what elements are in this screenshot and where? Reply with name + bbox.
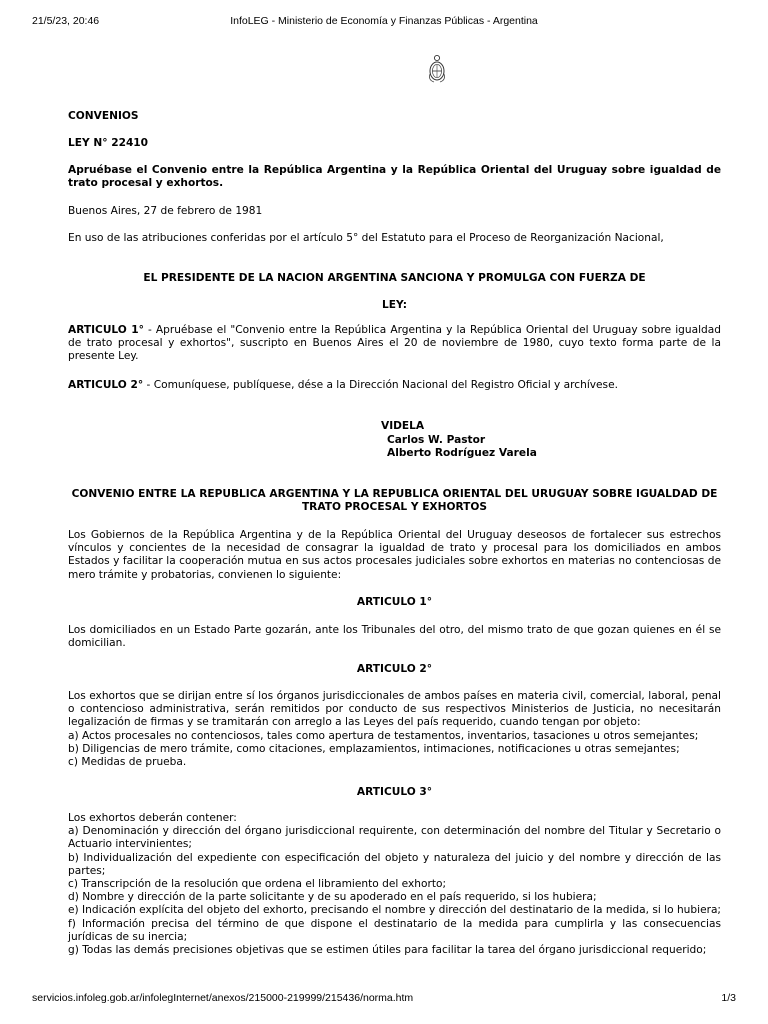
list-item: f) Información precisa del término de que dispone el destinatario de la medida para cumplirla y las consecuencias jurídicas de su inercia; [68,917,721,943]
convenio-article-2-heading: ARTICULO 2° [356,663,433,675]
list-item: c) Transcripción de la resolución que ordena el libramiento del exhorto; [68,878,447,891]
signature-minister: Carlos W. Pastor [387,433,486,446]
convenio-article-3-heading: ARTICULO 3° [356,786,433,798]
convenio-article-1-text: Los domiciliados en un Estado Parte gozarán, ante los Tribunales del otro, del mismo trato de que gozan quienes en él se domicilian. [68,624,721,650]
list-item: b) Diligencias de mero trámite, como citaciones, emplazamientos, intimaciones, notificaciones u otras semejantes; [68,742,680,755]
signature-president: VIDELA [381,420,425,432]
law-summary: Apruébase el Convenio entre la República Argentina y la República Oriental del Uruguay sobre igualdad de trato procesal y exhortos. [68,164,721,190]
list-item: c) Medidas de prueba. [68,756,187,769]
law-article-1 [68,324,721,364]
law-number: LEY N° 22410 [68,137,149,149]
signature-minister: Alberto Rodríguez Varela [387,447,537,459]
preamble: En uso de las atribuciones conferidas por el artículo 5° del Estatuto para el Proceso de Reorganización Nacional, [68,232,664,244]
enacting-formula: EL PRESIDENTE DE LA NACION ARGENTINA SANCIONA Y PROMULGA CON FUERZA DE [143,272,646,284]
place-date: Buenos Aires, 27 de febrero de 1981 [68,205,263,217]
convenio-article-1-heading: ARTICULO 1° [356,596,433,608]
law-article-2 [68,379,721,392]
print-datetime: 21/5/23, 20:46 [32,15,100,27]
list-item: e) Indicación explícita del objeto del exhorto, precisando el nombre y dirección del destinatario de la medida, si lo hubiera; [68,904,721,917]
convenio-intro: Los Gobiernos de la República Argentina y de la República Oriental del Uruguay deseosos de fortalecer sus estrechos vínculos y concientes de la necesidad de consagrar la igualdad de trato y procesal para los domiciliados en ambos Estados y facilitar la cooperación mutua en sus actos procesales judiciales sobre exhortos en materias no contenciosas de mero trámite y probatorias, convienen lo siguiente: [68,529,721,581]
enacting-ley: LEY: [382,299,407,311]
section-heading: CONVENIOS [68,110,139,122]
list-item: d) Nombre y dirección de la parte solicitante y de su apoderado en el país requerido, si los hubiera; [68,891,597,904]
law-article-2-label: ARTICULO 2° [68,379,144,391]
page-header-title: InfoLEG - Ministerio de Economía y Finanzas Públicas - Argentina [230,15,538,27]
list-item: g) Todas las demás precisiones objetivas que se estimen útiles para facilitar la tarea del órgano jurisdiccional requerido; [68,944,707,957]
list-item: b) Individualización del expediente con especificación del objeto y naturaleza del juicio y del nombre y dirección de las partes; [68,851,721,877]
law-article-2-text: - Comuníquese, publíquese, dése a la Dirección Nacional del Registro Oficial y archívese. [143,379,618,391]
page-number: 1/3 [721,992,736,1004]
law-article-1-text: - Apruébase el "Convenio entre la República Argentina y la República Oriental del Uruguay sobre igualdad de trato procesal y exhortos", suscripto en Buenos Aires el 20 de noviembre de 1980, cuyo texto forma parte de la presente Ley. [68,324,721,363]
convenio-article-2-body [68,690,721,769]
coat-of-arms-icon [426,54,448,84]
convenio-title: CONVENIO ENTRE LA REPUBLICA ARGENTINA Y LA REPUBLICA ORIENTAL DEL URUGUAY SOBRE IGUALDAD DE TRATO PROCESAL Y EXHORTOS [71,488,718,514]
convenio-article-2-text: Los exhortos que se dirijan entre sí los órganos jurisdiccionales de ambos países en materia civil, comercial, laboral, penal o contencioso administrativa, serán remitidos por conducto de sus respectivos Ministerios de Justicia, no necesitarán legalización de firmas y se tramitarán con arreglo a las Leyes del país requerido, cuando tengan por objeto: [68,690,721,729]
list-item: a) Actos procesales no contenciosos, tales como apertura de testamentos, inventarios, tasaciones u otros semejantes; [68,729,699,742]
law-article-1-label: ARTICULO 1° [68,324,144,336]
page-url: servicios.infoleg.gob.ar/infolegInternet/anexos/215000-219999/215436/norma.htm [32,992,414,1004]
list-item: a) Denominación y dirección del órgano jurisdiccional requirente, con determinación del nombre del Titular y Secretario o Actuario intervinientes; [68,825,721,851]
convenio-article-3-text: Los exhortos deberán contener: [68,812,237,824]
signature-block [381,420,537,461]
convenio-article-3-body [68,812,721,957]
